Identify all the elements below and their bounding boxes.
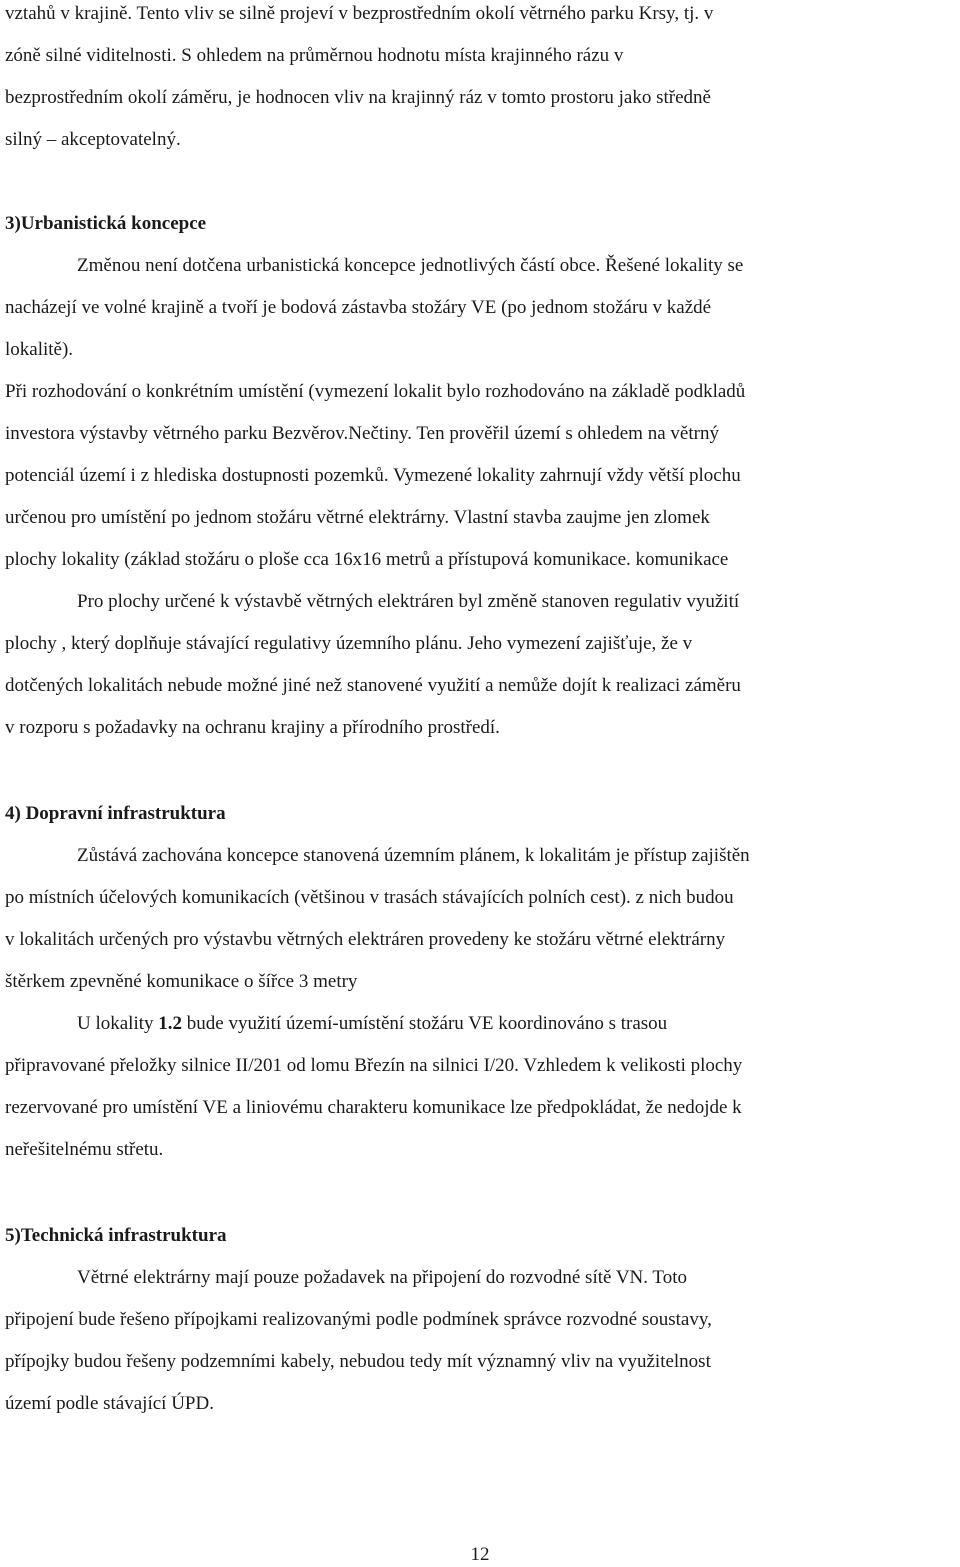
text-line: potenciál území i z hlediska dostupnosti pozemků. Vymezené lokality zahrnují vždy větší plochu bbox=[5, 465, 741, 486]
text-line: po místních účelových komunikacích (většinou v trasách stávajících polních cest). z nich budou bbox=[5, 887, 734, 908]
text-line: připravované přeložky silnice II/201 od lomu Březín na silnici I/20. Vzhledem k velikosti plochy bbox=[5, 1055, 743, 1076]
text-line: zóně silné viditelnosti. S ohledem na průměrnou hodnotu místa krajinného rázu v bbox=[5, 45, 624, 66]
text-line: Při rozhodování o konkrétním umístění (vymezení lokalit bylo rozhodováno na základě podkladů bbox=[5, 381, 746, 402]
section-heading-4: 4) Dopravní infrastruktura bbox=[5, 803, 226, 824]
text-line: Zůstává zachována koncepce stanovená územním plánem, k lokalitám je přístup zajištěn bbox=[77, 845, 750, 866]
page-number: 12 bbox=[470, 1544, 490, 1565]
text-line: dotčených lokalitách nebude možné jiné než stanovené využití a nemůže dojít k realizaci záměru bbox=[5, 675, 741, 696]
text-line: neřešitelnému střetu. bbox=[5, 1139, 164, 1160]
text-line: v rozporu s požadavky na ochranu krajiny a přírodního prostředí. bbox=[5, 717, 500, 738]
text-line: silný – akceptovatelný. bbox=[5, 129, 181, 150]
text-line: lokalitě). bbox=[5, 339, 74, 360]
text-line: přípojky budou řešeny podzemními kabely, nebudou tedy mít významný vliv na využitelnost bbox=[5, 1351, 711, 1372]
text-line: rezervované pro umístění VE a liniovému charakteru komunikace lze předpokládat, že nedojde k bbox=[5, 1097, 742, 1118]
text-line: investora výstavby větrného parku Bezvěrov.Nečtiny. Ten prověřil území s ohledem na větrný bbox=[5, 423, 719, 444]
section-heading-5: 5)Technická infrastruktura bbox=[5, 1225, 227, 1246]
text-line: nacházejí ve volné krajině a tvoří je bodová zástavba stožáry VE (po jednom stožáru v každé bbox=[5, 297, 712, 318]
text-line bbox=[77, 1012, 667, 1036]
text-line: Změnou není dotčena urbanistická koncepce jednotlivých částí obce. Řešené lokality se bbox=[77, 255, 744, 276]
text-line: bezprostředním okolí záměru, je hodnocen vliv na krajinný ráz v tomto prostoru jako středně bbox=[5, 87, 711, 108]
text-line: vztahů v krajině. Tento vliv se silně projeví v bezprostředním okolí větrného parku Krsy, tj. v bbox=[5, 3, 714, 24]
text-line: území podle stávající ÚPD. bbox=[5, 1393, 214, 1414]
text-line: v lokalitách určených pro výstavbu větrných elektráren provedeny ke stožáru větrné elektrárny bbox=[5, 929, 726, 950]
text-run: U lokality bbox=[77, 1013, 159, 1034]
text-run: bude využití území-umístění stožáru VE koordinováno s trasou bbox=[182, 1013, 668, 1034]
text-line: určenou pro umístění po jednom stožáru větrné elektrárny. Vlastní stavba zaujme jen zlomek bbox=[5, 507, 710, 528]
text-line: Pro plochy určené k výstavbě větrných elektráren byl změně stanoven regulativ využití bbox=[77, 591, 740, 612]
locality-number: 1.2 bbox=[158, 1013, 183, 1034]
text-line: štěrkem zpevněné komunikace o šířce 3 metry bbox=[5, 971, 358, 992]
text-line: plochy lokality (základ stožáru o ploše cca 16x16 metrů a přístupová komunikace. komunikace bbox=[5, 549, 729, 570]
text-line: Větrné elektrárny mají pouze požadavek na připojení do rozvodné sítě VN. Toto bbox=[77, 1267, 687, 1288]
text-line: připojení bude řešeno přípojkami realizovanými podle podmínek správce rozvodné soustavy, bbox=[5, 1309, 712, 1330]
section-heading-3: 3)Urbanistická koncepce bbox=[5, 213, 207, 234]
text-line: plochy , který doplňuje stávající regulativy územního plánu. Jeho vymezení zajišťuje, že v bbox=[5, 633, 693, 654]
